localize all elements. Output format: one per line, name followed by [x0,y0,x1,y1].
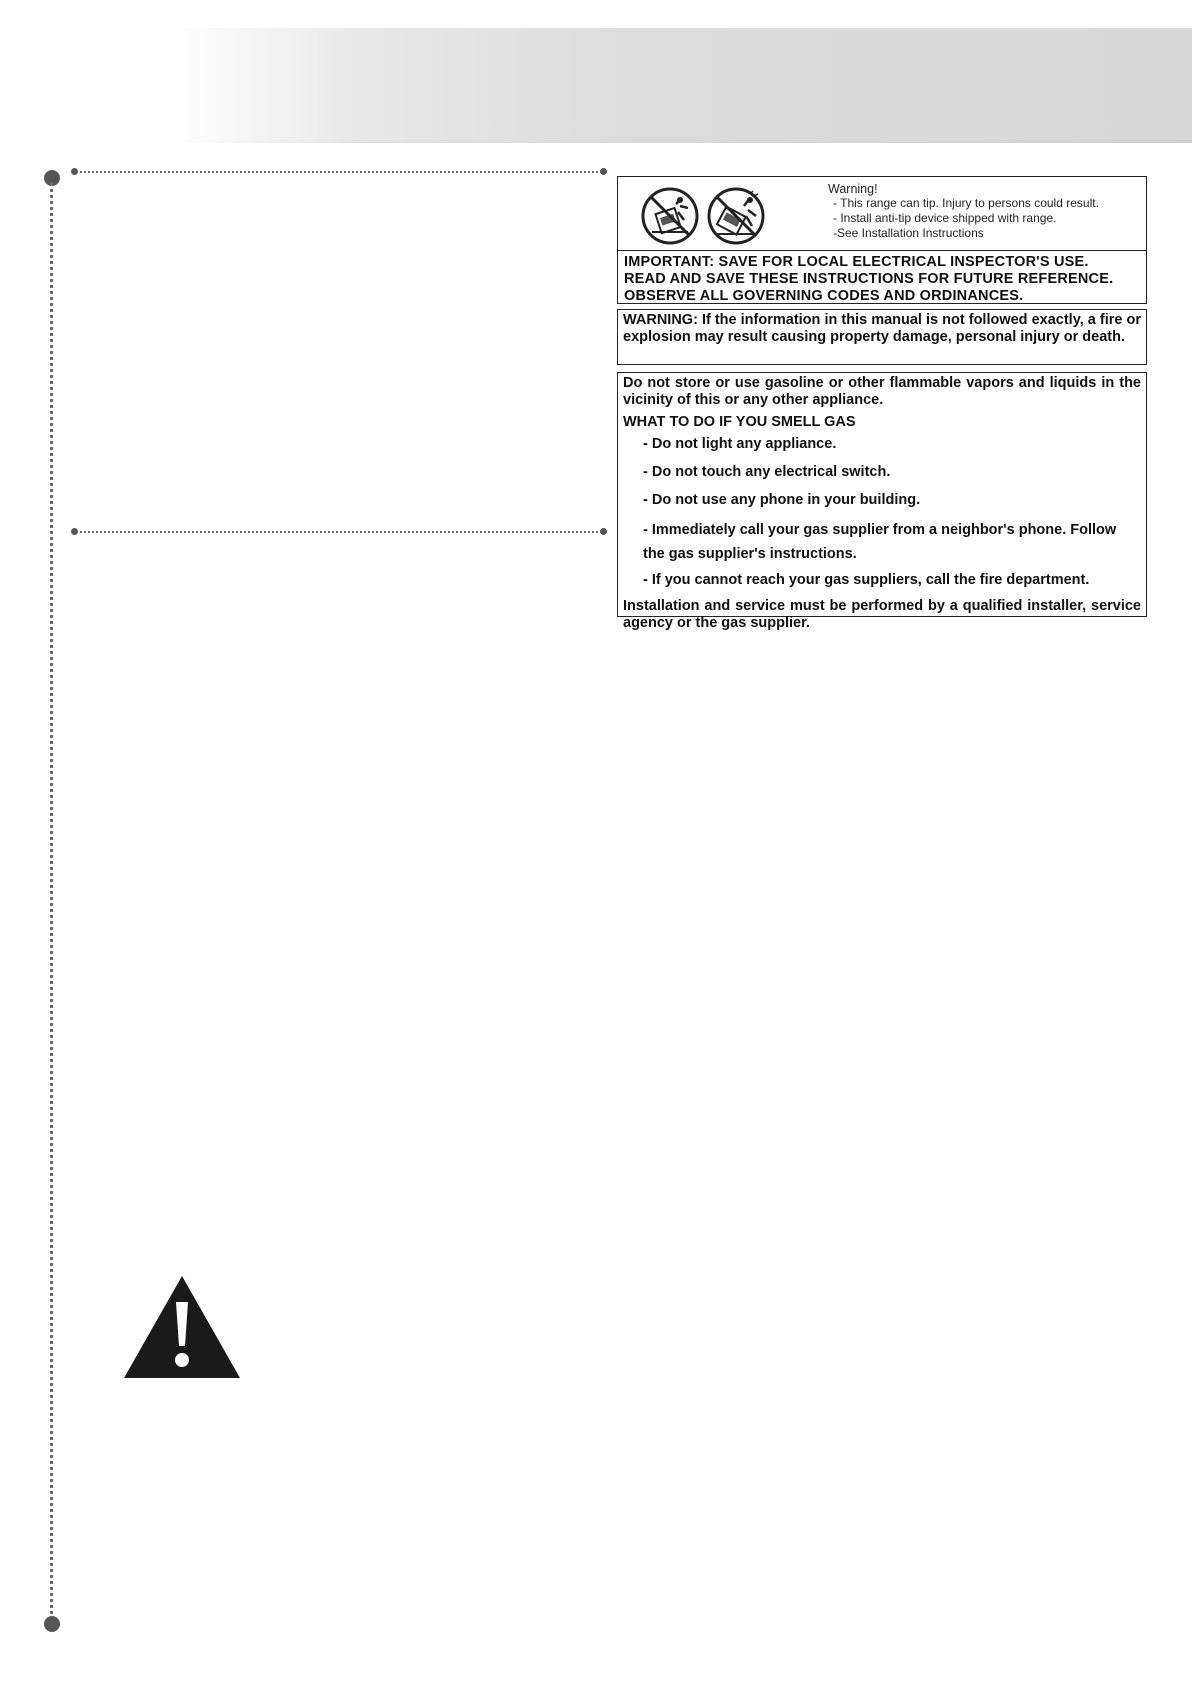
gas-safety-list [623,434,1141,591]
list-item: - Immediately call your gas supplier from a neighbor's phone. Follow the gas supplier's instructions. [643,522,1117,562]
gas-safety-intro: Do not store or use gasoline or other flammable vapors and liquids in the vicinity of this or any other appliance. [623,375,1141,408]
range-tip-injury-icon [706,186,766,246]
gas-safety-box [617,372,1147,631]
list-item: - Do not light any appliance. [643,436,837,452]
divider-dot [600,168,607,175]
list-item: - This range can tip. Injury to persons could result. [833,196,1099,210]
tip-warning-header [618,177,1146,251]
margin-dotted-line [50,182,53,1622]
list-item: -See Installation Instructions [833,226,984,240]
divider-dot [71,528,78,535]
important-notice-line: OBSERVE ALL GOVERNING CODES AND ORDINANCES. [624,288,1024,304]
list-item: - Do not touch any electrical switch. [643,464,891,480]
list-item: - Install anti-tip device shipped with range. [833,211,1057,225]
important-notice [624,254,1142,305]
fire-warning-text: WARNING: If the information in this manual is not followed exactly, a fire or explosion may result causing property damage, personal injury or death. [623,312,1141,345]
gas-safety-heading: WHAT TO DO IF YOU SMELL GAS [623,414,856,430]
section-divider-top [80,171,598,173]
margin-dot-bottom [44,1616,60,1632]
header-band-edge [170,140,1192,143]
header-band [170,28,1192,141]
important-notice-line: IMPORTANT: SAVE FOR LOCAL ELECTRICAL INSPECTOR'S USE. [624,254,1089,270]
important-notice-line: READ AND SAVE THESE INSTRUCTIONS FOR FUTURE REFERENCE. [624,271,1114,287]
tip-warning-title: Warning! [828,182,878,196]
caution-triangle-icon [124,1276,240,1378]
fire-warning-box [617,309,1147,365]
divider-dot [600,528,607,535]
tip-warning-box [617,176,1147,304]
divider-dot [71,168,78,175]
section-divider-middle [80,531,598,533]
tip-warning-list [833,196,1099,241]
gas-safety-footer: Installation and service must be performed by a qualified installer, service agency or the gas supplier. [623,598,1141,631]
list-item: - Do not use any phone in your building. [643,492,921,508]
no-range-tip-icon [640,186,700,246]
list-item: - If you cannot reach your gas suppliers, call the fire department. [643,572,1090,588]
